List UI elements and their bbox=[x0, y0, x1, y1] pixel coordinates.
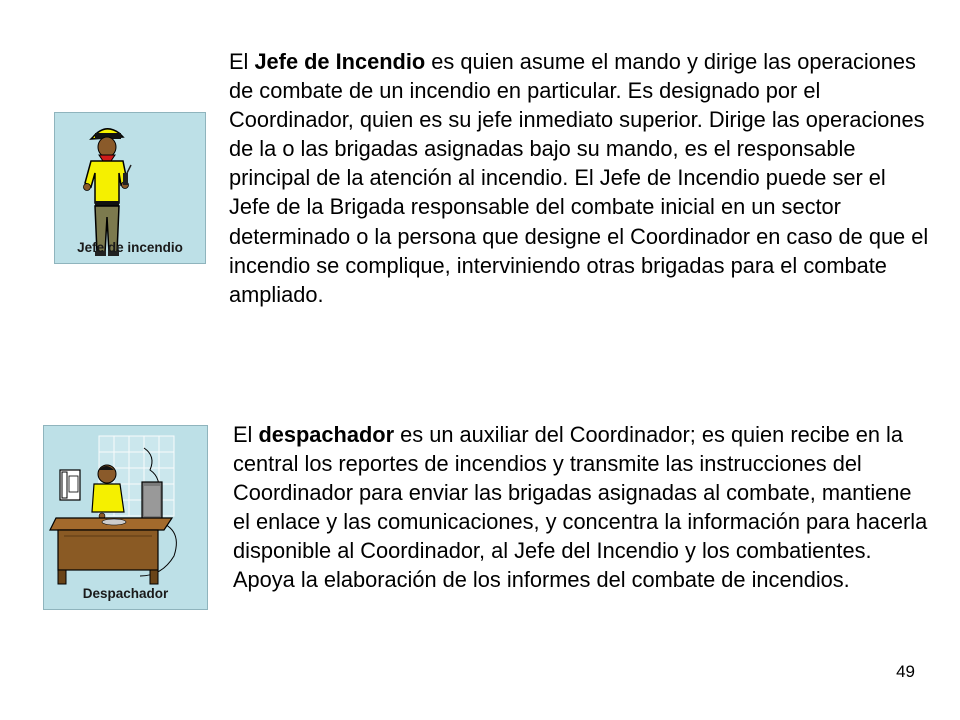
jefe-de-incendio-paragraph bbox=[229, 47, 929, 309]
dispatcher-illustration bbox=[44, 426, 209, 611]
despachador-caption: Despachador bbox=[82, 586, 169, 601]
paragraph1-lead: El bbox=[229, 49, 255, 74]
despachador-paragraph bbox=[233, 420, 933, 595]
paragraph1-body: es quien asume el mando y dirige las operaciones de combate de un incendio en particular. Es designado por el Coordinador, quien es su jefe inmediato superior. Dirige las operaciones de la o las brigadas asignadas bajo su mando, es el responsable principal de la atención al incendio. El Jefe de Incendio puede ser el Jefe de la Brigada responsable del combate inicial en un sector determinado o la persona que designe el Coordinador en caso de que el incendio se complique, interviniendo otras brigadas para el combate ampliado. bbox=[229, 49, 929, 307]
paragraph2-body: es un auxiliar del Coordinador; es quien recibe en la central los reportes de incendios y transmite las instrucciones del Coordinador para enviar las brigadas asignadas al combate, mantiene el enlace y las comunicaciones, y concentra la información para hacerla disponible al Coordinador, al Jefe del Incendio y los combatientes. Apoya la elaboración de los informes del combate de incendios. bbox=[233, 422, 928, 593]
jefe-de-incendio-card bbox=[54, 112, 206, 264]
paragraph1-term: Jefe de Incendio bbox=[254, 49, 426, 74]
paragraph2-term: despachador bbox=[258, 422, 395, 447]
jefe-caption: Jefe de incendio bbox=[77, 240, 183, 255]
page-number: 49 bbox=[896, 662, 915, 681]
paragraph2-lead: El bbox=[233, 422, 259, 447]
despachador-card bbox=[43, 425, 208, 610]
